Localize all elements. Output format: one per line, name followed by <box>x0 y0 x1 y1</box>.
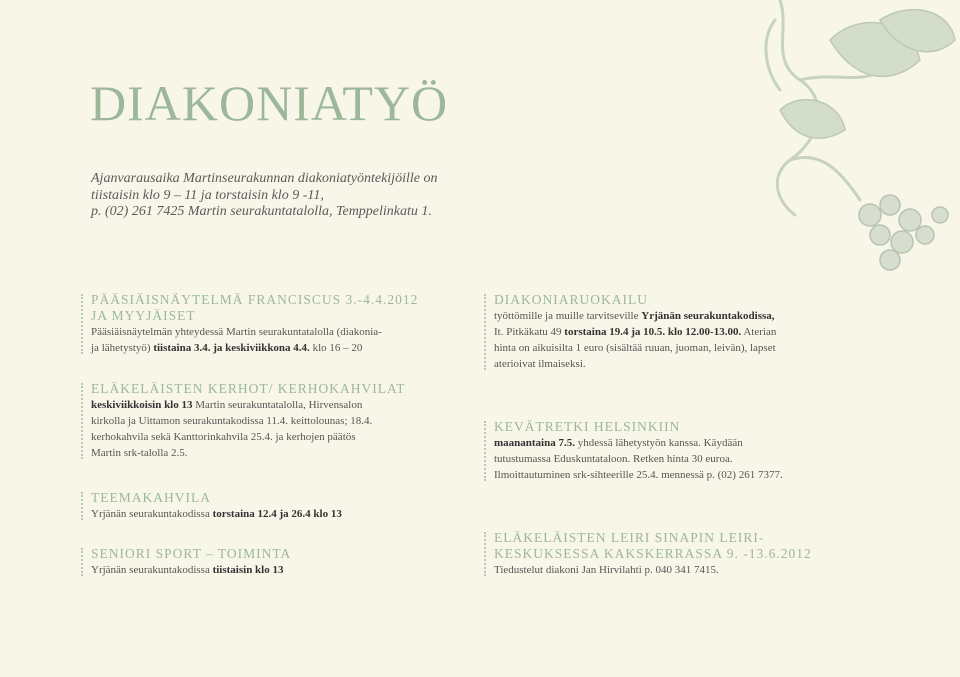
intro-line: p. (02) 261 7425 Martin seurakuntatalolla, Temppelinkatu 1. <box>91 204 432 219</box>
section-body <box>494 435 834 483</box>
section-theme-cafe <box>81 490 491 522</box>
body-line: Pääsiäisnäytelmän yhteydessä Martin seurakuntatalolla (diakonia- <box>91 326 382 338</box>
section-body <box>91 562 491 578</box>
vine-leaf-ornament-icon <box>760 0 960 300</box>
section-title: PÄÄSIÄISNÄYTELMÄ FRANCISCUS 3.-4.4.2012 <box>91 292 419 307</box>
body-line: kerhokahvila sekä Kanttorinkahvila 25.4. ja kerhojen päätös <box>91 431 356 443</box>
body-line: Yrjänän seurakuntakodissa tiistaisin klo 13 <box>91 564 284 576</box>
section-meals <box>484 292 834 372</box>
body-line: kirkolla ja Uittamon seurakuntakodissa 11.4. keittolounas; 18.4. <box>91 415 373 427</box>
section-camp <box>484 530 854 578</box>
body-line: Ilmoittautuminen srk-sihteerille 25.4. mennessä p. (02) 261 7377. <box>494 469 783 481</box>
section-title: JA MYYJÄISET <box>91 308 196 323</box>
body-line: Yrjänän seurakuntakodissa torstaina 12.4 ja 26.4 klo 13 <box>91 508 342 520</box>
section-title: SENIORI SPORT – TOIMINTA <box>91 546 292 561</box>
section-easter-play <box>81 292 491 356</box>
section-title: DIAKONIARUOKAILU <box>494 292 648 307</box>
body-line: hinta on aikuisilta 1 euro (sisältää ruuan, juoman, leivän), lapset <box>494 342 776 354</box>
body-line: Martin srk-talolla 2.5. <box>91 447 188 459</box>
body-line: Tiedustelut diakoni Jan Hirvilahti p. 040 341 7415. <box>494 564 719 576</box>
section-title: TEEMAKAHVILA <box>91 490 211 505</box>
section-body <box>494 562 854 578</box>
intro-line: tiistaisin klo 9 – 11 ja torstaisin klo 9 -11, <box>91 187 324 203</box>
body-line: ja lähetystyö) tiistaina 3.4. ja keskiviikkona 4.4. klo 16 – 20 <box>91 342 363 354</box>
section-spring-trip <box>484 419 834 483</box>
section-body <box>494 308 834 372</box>
intro-text <box>91 171 531 221</box>
section-senior-sport <box>81 546 491 578</box>
section-title: KEVÄTRETKI HELSINKIIN <box>494 419 681 434</box>
body-line: keskiviikkoisin klo 13 Martin seurakuntatalolla, Hirvensalon <box>91 399 363 411</box>
section-senior-clubs <box>81 381 491 461</box>
section-body <box>91 506 491 522</box>
body-line: työttömille ja muille tarvitseville Yrjänän seurakuntakodissa, <box>494 310 775 322</box>
section-body <box>91 397 491 461</box>
page-title: DIAKONIATYÖ <box>90 75 449 131</box>
body-line: tutustumassa Eduskuntataloon. Retken hinta 30 euroa. <box>494 453 733 465</box>
intro-line: Ajanvarausaika Martinseurakunnan diakoniatyöntekijöille on <box>91 171 438 186</box>
body-line: aterioivat ilmaiseksi. <box>494 358 586 370</box>
section-body <box>91 324 491 356</box>
section-title: ELÄKELÄISTEN LEIRI SINAPIN LEIRI- <box>494 530 765 545</box>
section-title: ELÄKELÄISTEN KERHOT/ KERHOKAHVILAT <box>91 381 406 396</box>
body-line: maanantaina 7.5. yhdessä lähetystyön kanssa. Käydään <box>494 437 743 449</box>
section-title: KESKUKSESSA KAKSKERRASSA 9. -13.6.2012 <box>494 546 812 561</box>
body-line: It. Pitkäkatu 49 torstaina 19.4 ja 10.5. klo 12.00-13.00. Aterian <box>494 326 777 338</box>
